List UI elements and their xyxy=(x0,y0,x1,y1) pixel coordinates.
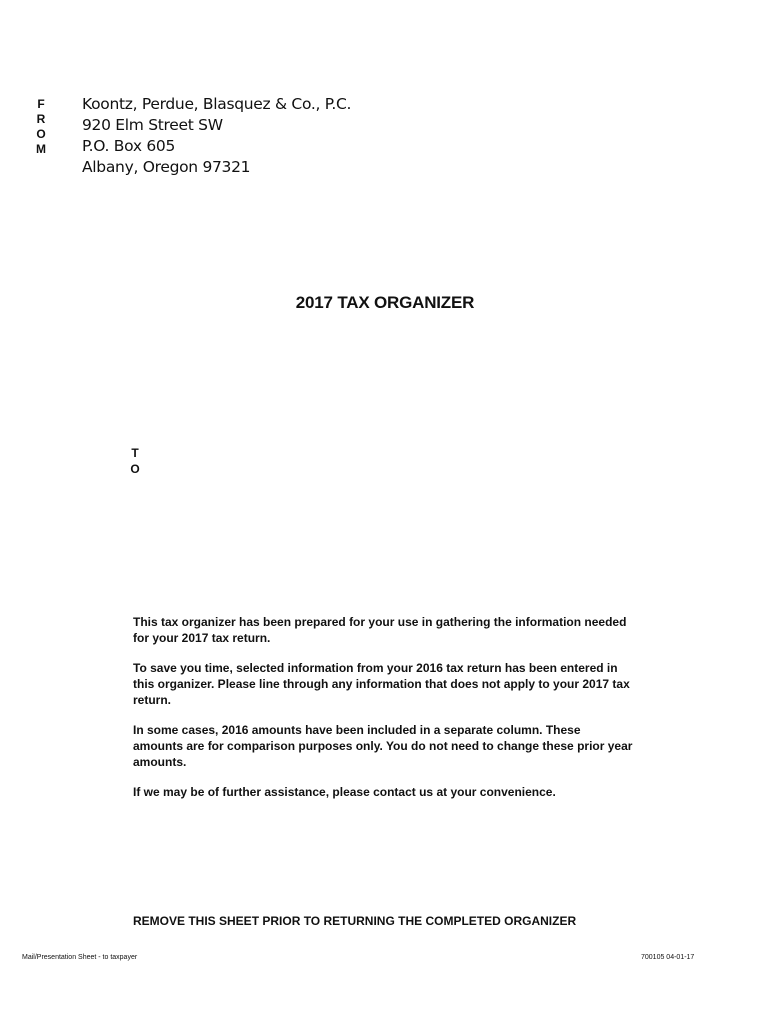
from-letter: R xyxy=(36,112,46,126)
remove-sheet-notice: REMOVE THIS SHEET PRIOR TO RETURNING THE COMPLETED ORGANIZER xyxy=(133,914,577,928)
instruction-paragraph: This tax organizer has been prepared for your use in gathering the information needed for your 2017 tax return. xyxy=(133,615,627,645)
sender-street: 920 Elm Street SW xyxy=(82,116,223,134)
footer-form-code: 700105 04-01-17 xyxy=(641,954,695,961)
instructions-body xyxy=(133,614,633,814)
from-letter: O xyxy=(36,127,46,141)
from-letter: M xyxy=(36,142,46,156)
instruction-paragraph: In some cases, 2016 amounts have been included in a separate column. These amounts are for comparison purposes only. You do not need to change these prior year amounts. xyxy=(133,723,633,769)
footer-form-label: Mail/Presentation Sheet - to taxpayer xyxy=(22,954,138,961)
sender-city-state: Albany, Oregon 97321 xyxy=(82,158,251,176)
instruction-paragraph: To save you time, selected information from your 2016 tax return has been entered in this organizer. Please line through any information that does not apply to your 2017 tax return. xyxy=(133,661,630,707)
from-letter: F xyxy=(37,97,45,111)
to-letter: T xyxy=(131,446,139,460)
sender-address xyxy=(82,94,351,178)
instruction-paragraph: If we may be of further assistance, please contact us at your convenience. xyxy=(133,785,556,799)
to-letter: O xyxy=(130,462,140,476)
to-vertical-label xyxy=(128,445,142,477)
sender-po-box: P.O. Box 605 xyxy=(82,137,176,155)
from-vertical-label xyxy=(33,97,49,157)
sender-firm-name: Koontz, Perdue, Blasquez & Co., P.C. xyxy=(82,95,352,113)
document-title: 2017 TAX ORGANIZER xyxy=(295,293,475,312)
